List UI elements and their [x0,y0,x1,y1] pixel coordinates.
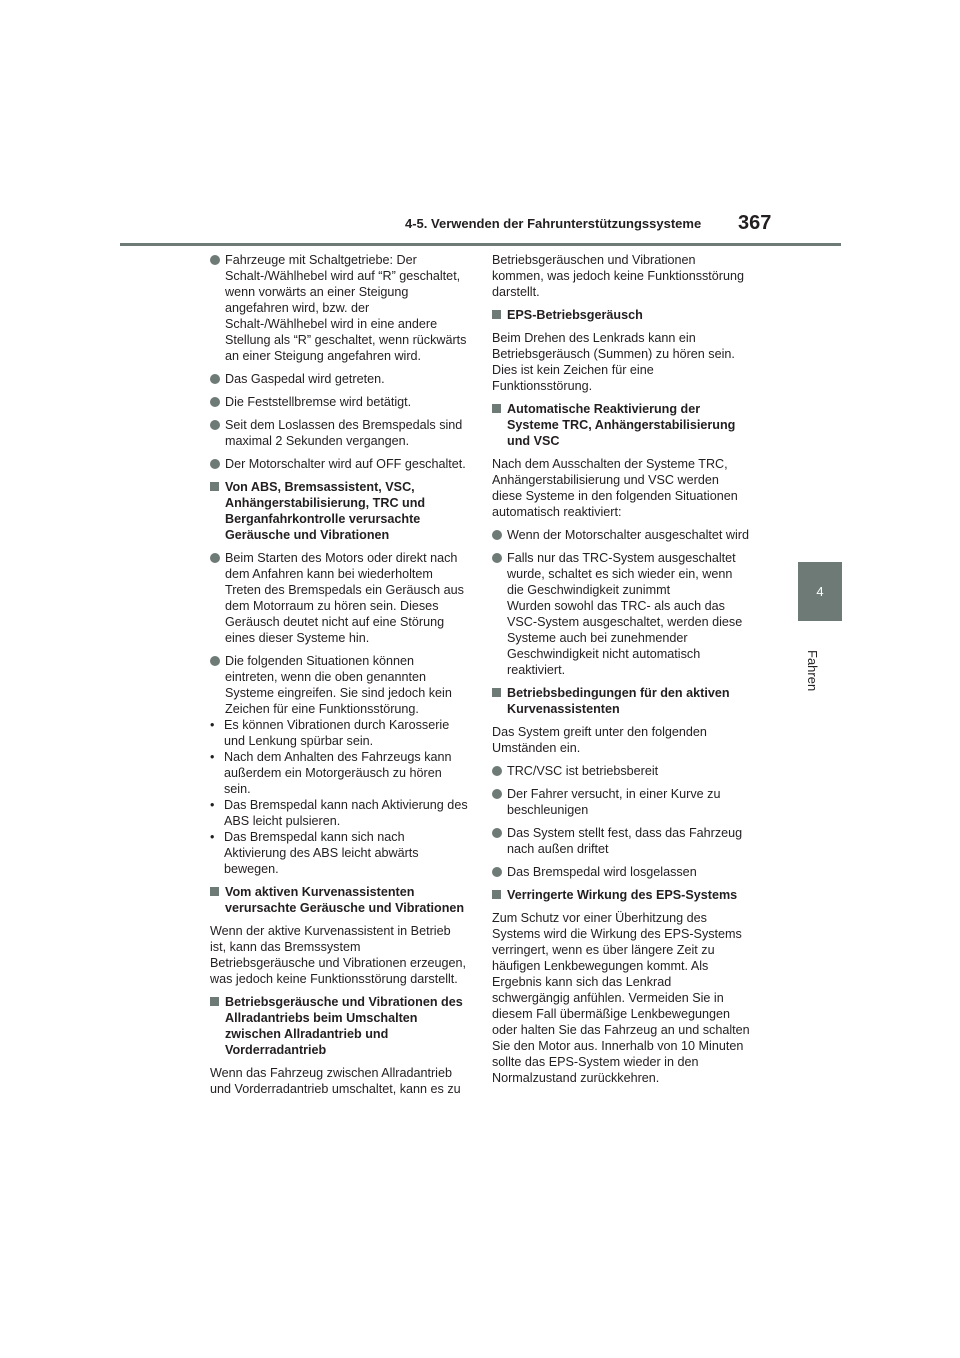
square-marker-icon [492,688,501,697]
sub-item: • Das Bremspedal kann sich nach Aktivierung des ABS leicht abwärts bewegen. [210,830,419,876]
left-column [210,252,468,1104]
sub-item: • Das Bremspedal kann nach Aktivierung des ABS leicht pulsieren. [210,798,468,828]
square-marker-icon [492,404,501,413]
paragraph: Betriebsgeräuschen und Vibrationen kommen, was jedoch keine Funktionsstörung darstellt. [492,253,745,299]
paragraph: Wenn das Fahrzeug zwischen Allradantrieb und Vorderradantrieb umschaltet, kann es zu [210,1066,461,1096]
sub-item: • Es können Vibrationen durch Karosserie und Lenkung spürbar sein. [210,718,450,748]
bullet-dot-icon [210,553,220,563]
section-heading: Automatische Reaktivierung der Systeme TRC, Anhängerstabilisierung und VSC [492,401,750,449]
bullet-dot-icon [210,255,220,265]
bullet-item: Fahrzeuge mit Schaltgetriebe: Der Schalt-/Wählhebel wird auf “R” geschaltet, wenn vorwärts an einer Steigung angefahren wird, bzw. der Schalt-/Wählhebel wird in eine andere Stellung als “R” geschaltet, wenn rückwärts an einer Steigung angefahren wird. [210,252,468,364]
bullet-dot-icon [492,867,502,877]
chapter-tab [798,562,842,621]
bullet-item: Die Feststellbremse wird betätigt. [210,394,468,410]
paragraph: Nach dem Ausschalten der Systeme TRC, Anhängerstabilisierung und VSC werden diese Systeme in den folgenden Situationen automatisch reaktiviert: [492,457,738,519]
bullet-item: Falls nur das TRC-System ausgeschaltet wurde, schaltet es sich wieder ein, wenn die Geschwindigkeit zunimmt Wurden sowohl das TRC- als auch das VSC-System ausgeschaltet, werden diese Systeme auch bei zunehmender Geschwindigkeit nicht automatisch reaktiviert. [492,550,750,678]
square-marker-icon [492,310,501,319]
bullet-item: TRC/VSC ist betriebsbereit [492,763,750,779]
square-marker-icon [210,887,219,896]
bullet-dot-icon [210,656,220,666]
header-rule [120,243,841,246]
paragraph: Beim Drehen des Lenkrads kann ein Betriebsgeräusch (Summen) zu hören sein. Dies ist kein Zeichen für eine Funktionsstörung. [492,331,735,393]
chapter-number: 4 [816,584,824,599]
bullet-item: Der Fahrer versucht, in einer Kurve zu beschleunigen [492,786,750,818]
bullet-item: Das System stellt fest, dass das Fahrzeug nach außen driftet [492,825,750,857]
paragraph: Wenn der aktive Kurvenassistent in Betrieb ist, kann das Bremssystem Betriebsgeräusche und Vibrationen erzeugen, was jedoch keine Funktionsstörung darstellt. [210,924,467,986]
bullet-dot-icon [210,397,220,407]
bullet-item: Seit dem Loslassen des Bremspedals sind maximal 2 Sekunden vergangen. [210,417,468,449]
section-title: 4-5. Verwenden der Fahrunterstützungssysteme [405,216,702,231]
bullet-dot-icon [492,789,502,799]
bullet-dot-icon [492,828,502,838]
section-heading: Vom aktiven Kurvenassistenten verursachte Geräusche und Vibrationen [210,884,468,916]
bullet-item: Das Bremspedal wird losgelassen [492,864,750,880]
page-number: 367 [738,212,772,234]
section-heading: Betriebsbedingungen für den aktiven Kurvenassistenten [492,685,750,717]
section-heading: Betriebsgeräusche und Vibrationen des Allradantriebs beim Umschalten zwischen Allradantrieb und Vorderradantrieb [210,994,468,1058]
section-heading: EPS-Betriebsgeräusch [492,307,750,323]
bullet-item: Wenn der Motorschalter ausgeschaltet wird [492,527,750,543]
bullet-item: Das Gaspedal wird getreten. [210,371,468,387]
bullet-item: Beim Starten des Motors oder direkt nach dem Anfahren kann bei wiederholtem Treten des Bremspedals ein Geräusch aus dem Motorraum zu hören sein. Dieses Geräusch deutet nicht auf eine Störung eines dieser Systeme hin. [210,550,468,646]
bullet-dot-icon [492,553,502,563]
square-marker-icon [210,482,219,491]
paragraph: Das System greift unter den folgenden Umständen ein. [492,725,707,755]
bullet-group [210,653,468,877]
square-marker-icon [210,997,219,1006]
bullet-item: Der Motorschalter wird auf OFF geschaltet. [210,456,468,472]
bullet-dot-icon [492,530,502,540]
bullet-dot-icon [210,459,220,469]
square-marker-icon [492,890,501,899]
section-heading: Verringerte Wirkung des EPS-Systems [492,887,750,903]
bullet-dot-icon [210,374,220,384]
sub-item: • Nach dem Anhalten des Fahrzeugs kann außerdem ein Motorgeräusch zu hören sein. [210,750,452,796]
paragraph: Zum Schutz vor einer Überhitzung des Systems wird die Wirkung des EPS-Systems verringert, wenn es über längere Zeit zu häufigen Lenkbewegungen kommt. Als Ergebnis kann sich das Lenkrad schwergängig anfühlen. Vermeiden Sie in diesem Fall übermäßige Lenkbewegungen oder halten Sie das Fahrzeug an und schalten Sie den Motor aus. Innerhalb von 10 Minuten sollte das EPS-System wieder in den Normalzustand zurückkehren. [492,911,750,1085]
bullet-item: Die folgenden Situationen können eintreten, wenn die oben genannten Systeme eingreifen. Sie sind jedoch kein Zeichen für eine Funktionsstörung. [210,653,468,717]
bullet-dot-icon [210,420,220,430]
right-column [492,252,750,1093]
bullet-dot-icon [492,766,502,776]
chapter-label: Fahren [805,650,820,692]
section-heading: Von ABS, Bremsassistent, VSC, Anhängerstabilisierung, TRC und Berganfahrkontrolle verursachte Geräusche und Vibrationen [210,479,468,543]
